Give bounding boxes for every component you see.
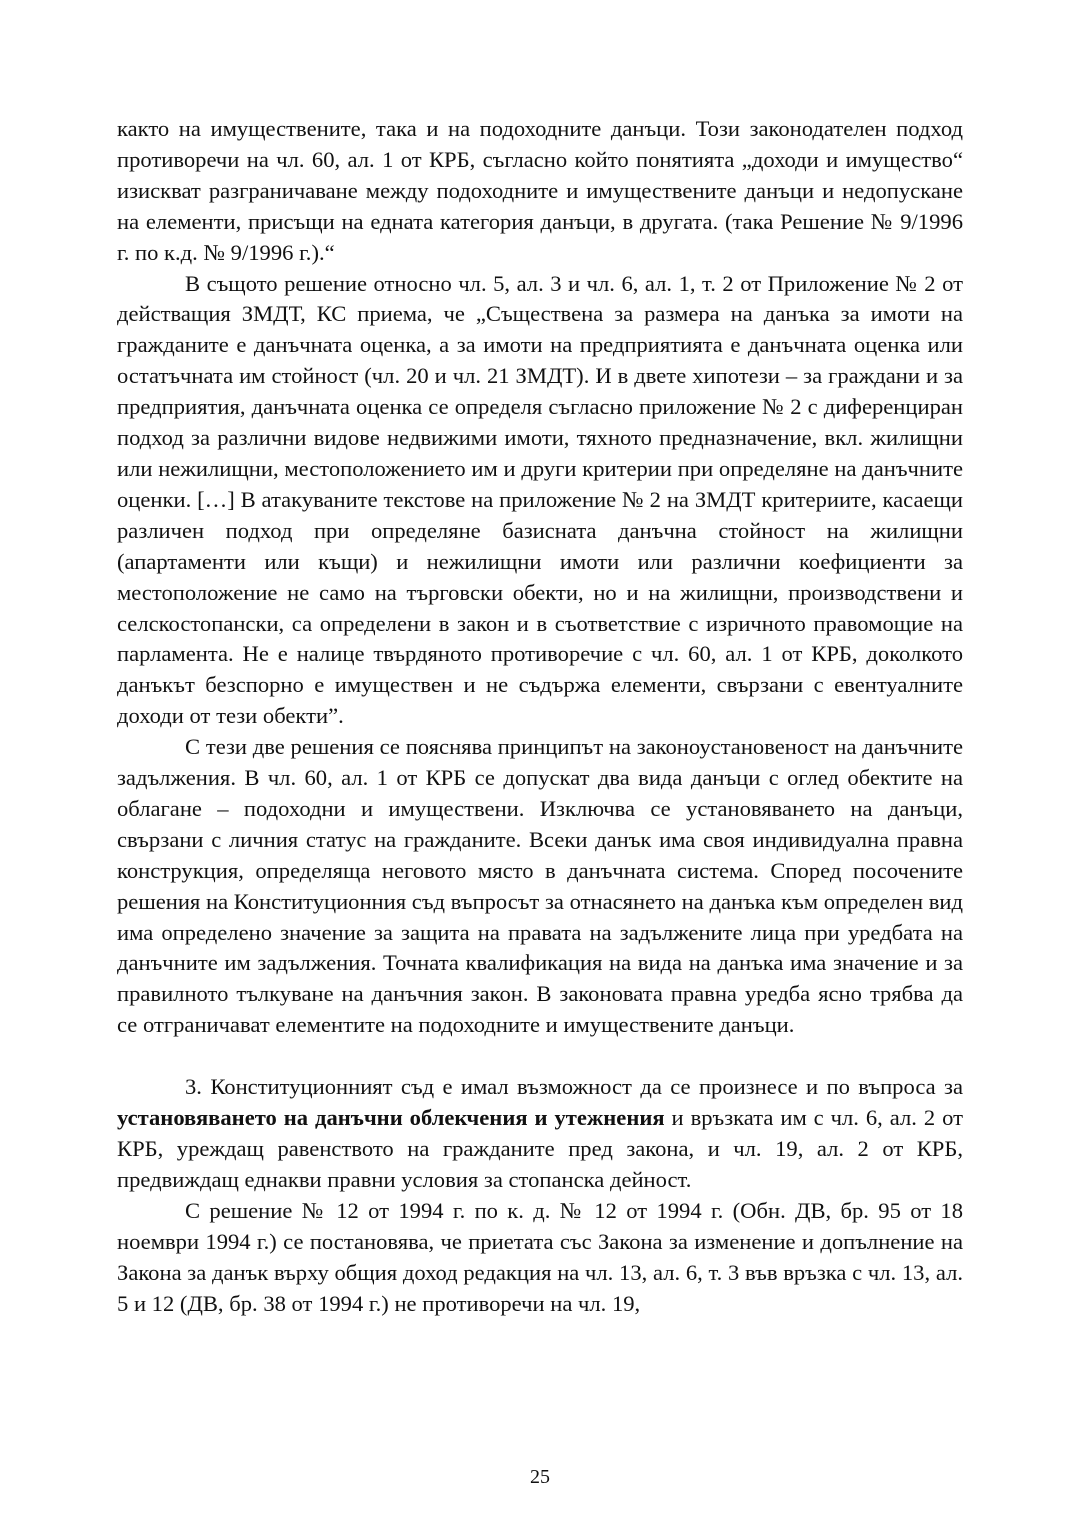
paragraph-4 [117, 1072, 963, 1196]
paragraph-1: както на имуществените, така и на подоходните данъци. Този законодателен подход противоречи на чл. 60, ал. 1 от КРБ, съгласно който понятията „доходи и имущество“ изискват разграничаване между подоходните и имуществените данъци и недопускане на елементи, присъщи на едната категория данъци, в другата. (така Решение № 9/1996 г. по к.д. № 9/1996 г.).“ [117, 116, 963, 265]
paragraph-3: С тези две решения се пояснява принципът на законоустановеност на данъчните задължения. В чл. 60, ал. 1 от КРБ се допускат два вида данъци с оглед обектите на облагане – подоходни и имуществени. Изключва се установяването на данъци, свързани с личния статус на гражданите. Всеки данък има своя индивидуална правна конструкция, определяща неговото място в данъчната система. Според посочените решения на Конституционния съд въпросът за отнасянето на данъка към определен вид има определено значение за защита на правата на задължените лица при уредбата на данъчните им задължения. Точната квалификация на вида на данъка има значение и за правилното тълкуване на данъчния закон. В законовата правна уредба ясно трябва да се отграничават елементите на подоходните и имуществените данъци. [117, 734, 963, 1038]
paragraph-4-rest: и връзката им с чл. 6, ал. 2 от КРБ, уреждащ равенството на гражданите пред закона, и чл. 19, ал. 2 от КРБ, предвиждащ еднакви правни условия за стопанска дейност. [117, 1105, 963, 1192]
page-number: 25 [530, 1466, 550, 1488]
body-text [117, 114, 963, 1319]
paragraph-4-bold-phrase: установяването на данъчни облекчения и утежнения [117, 1105, 665, 1131]
paragraph-2: В същото решение относно чл. 5, ал. 3 и чл. 6, ал. 1, т. 2 от Приложение № 2 от действащия ЗМДТ, КС приема, че „Съществена за размера на данъка за имоти на гражданите е данъчната оценка, а за имоти на предприятията е данъчната оценка или остатъчната им стойност (чл. 20 и чл. 21 ЗМДТ). И в двете хипотези – за граждани и за предприятия, данъчната оценка се определя съгласно приложение № 2 с диференциран подход за различни видове недвижими имоти, тяхното предназначение, вкл. жилищни или нежилищни, местоположението им и други критерии при определяне на данъчните оценки. […] В атакуваните текстове на приложение № 2 на ЗМДТ критериите, касаещи различен подход при определяне базисната данъчна стойност на жилищни (апартаменти или къщи) и нежилищни имоти или различни коефициенти за местоположение не само на търговски обекти, но и на жилищни, производствени и селскостопански, са определени в закон и в съответствие с изричното правомощие на парламента. Не е налице твърдяното противоречие с чл. 60, ал. 1 от КРБ, доколкото данъкът безспорно е имуществен и не съдържа елементи, свързани с евентуалните доходи от тези обекти”. [117, 270, 963, 729]
paragraph-4-lead: 3. Конституционният съд е имал възможност да се произнесе и по въпроса за [185, 1074, 963, 1100]
paragraph-5: С решение № 12 от 1994 г. по к. д. № 12 от 1994 г. (Обн. ДВ, бр. 95 от 18 ноември 1994 г.) се постановява, че приетата със Закона за изменение и допълнение на Закона за данък върху общия доход редакция на чл. 13, ал. 6, т. 3 във връзка с чл. 13, ал. 5 и 12 (ДВ, бр. 38 от 1994 г.) не противоречи на чл. 19, [117, 1197, 963, 1316]
